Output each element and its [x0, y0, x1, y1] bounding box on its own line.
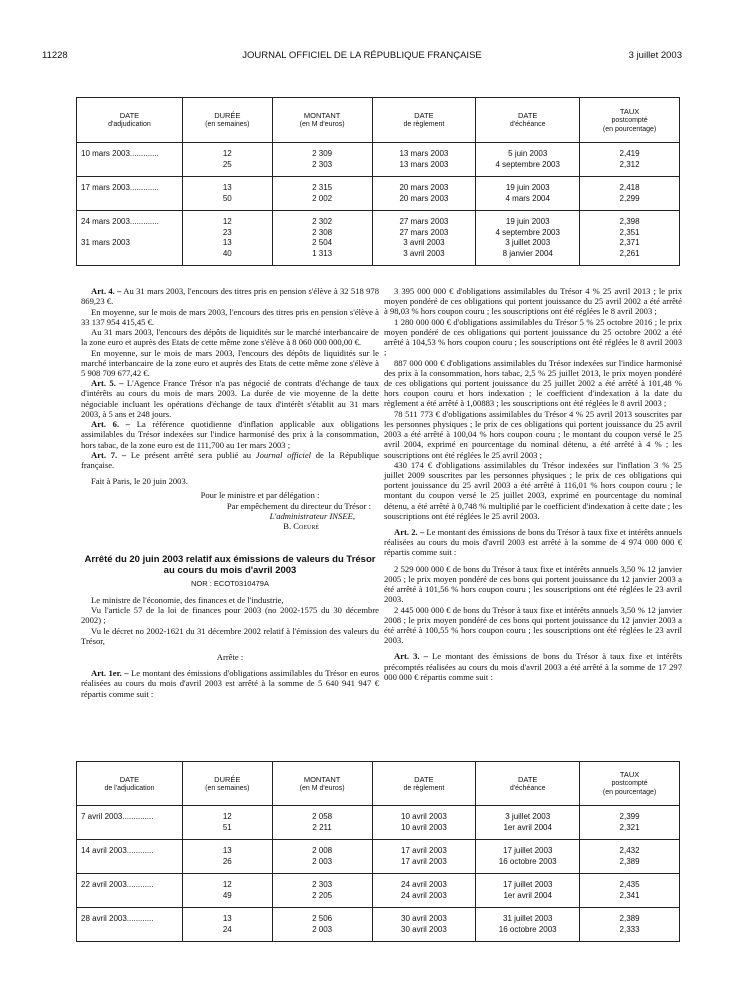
oatei-2013-paragraph: 887 000 000 € d'obligations assimilables du Trésor indexées sur l'indice harmonisé des prix à la consommation, hors tabac, 2,5 % 25 juillet 2013, le prix moyen pondéré de ces obligations qui portent jouissance du 25 juillet 2002 a été arrêté à 101,48 % hors coupon couru et hors indexation ; le coefficient d'indexation à la date du règlement a été arrêté à 1,00883 ; les souscriptions ont été réglées le 8 avril 2003 ; [384, 357, 682, 409]
cell-line: 16 octobre 2003 [498, 856, 557, 866]
table-cell-ech [476, 806, 580, 840]
cell-line: 40 [222, 248, 232, 258]
arrete-line: Arrête : [216, 651, 244, 662]
table-cell-dur [182, 908, 272, 942]
cell-line: 2,432 [619, 846, 640, 855]
signature-line-3: L'administrateur INSEE, [269, 511, 355, 522]
cell-line: 2,299 [619, 193, 640, 203]
table-row [77, 211, 680, 266]
art1: Art. 1er. – Le montant des émissions d'obligations assimilables du Trésor en euros réalisées au cours du mois d'avril 2003 est arrêté à la somme de 5 640 941 947 € répartis comme suit : [81, 668, 379, 699]
signature-place-date: Fait à Paris, le 20 juin 2003. [91, 476, 188, 487]
art3: Art. 3. – Le montant des émissions de bons du Trésor à taux fixe et intérêts précomptés réalisées au cours du mois d'avril 2003 a été arrêté à la somme de 17 297 000 000 € répartis comme suit : [384, 651, 683, 682]
table-header-row [77, 762, 680, 806]
table-cell-mont [272, 908, 372, 942]
table-cell-taux [580, 908, 680, 942]
table-cell-regl [372, 806, 476, 840]
cell-line: 17 avril 2003 [401, 856, 447, 866]
cell-line: 4 mars 2004 [505, 193, 550, 203]
page-number: 11228 [42, 50, 68, 61]
table-cell-taux [580, 143, 680, 177]
cell-line: 2,333 [619, 924, 640, 934]
col-header-taux: TAUX postcompté (en pourcentage) [580, 762, 680, 806]
table-cell-regl [372, 177, 476, 211]
art6: Art. 6. – La référence quotidienne d'inflation applicable aux obligations assimilables du Trésor indexées sur l'indice harmonisé des prix à la consommation, hors tabac, de la zone euro est de 111,700 au 1er mars 2003 ; [81, 419, 379, 450]
cell-line: 2 309 [312, 149, 333, 158]
cell-line: 2,371 [619, 238, 640, 247]
table-cell-ech [476, 874, 580, 908]
cell-line: 17 avril 2003 [401, 846, 447, 855]
table-row [77, 177, 680, 211]
table-cell-adj [77, 211, 183, 266]
cell-line [81, 228, 178, 239]
decree-title: Arrêté du 20 juin 2003 relatif aux émissions de valeurs du Trésor au cours du mois d'avril 2003 [84, 553, 376, 576]
cell-line: 26 [222, 856, 232, 866]
art4-p2: En moyenne, sur le mois de mars 2003, l'encours des titres pris en pension s'élève à 33 137 954 415,45 €. [81, 306, 379, 327]
table-cell-ech [476, 211, 580, 266]
minister-line: Le ministre de l'économie, des finances et de l'industrie, [91, 594, 284, 605]
table-cell-ech [476, 908, 580, 942]
table-cell-ech [476, 143, 580, 177]
cell-line: 2 506 [312, 914, 333, 923]
signature-line-1: Pour le ministre et par délégation : [200, 490, 320, 501]
table-cell-taux [580, 874, 680, 908]
table-cell-ech [476, 177, 580, 211]
cell-line: 17 juillet 2003 [503, 880, 553, 889]
cell-line: 19 juin 2003 [505, 183, 550, 192]
table-cell-regl [372, 908, 476, 942]
table-cell-mont [272, 177, 372, 211]
table-header-row [77, 98, 680, 143]
april-bills-table [76, 761, 680, 942]
cell-line: 49 [222, 890, 232, 900]
table-cell-adj [77, 806, 183, 840]
page-header [42, 50, 682, 64]
cell-line: 50 [222, 193, 232, 203]
table-row [77, 806, 680, 840]
right-column [384, 286, 682, 682]
table-cell-mont [272, 874, 372, 908]
table-cell-dur [182, 840, 272, 874]
cell-line: 31 mars 2003 [81, 238, 130, 247]
cell-line: 1 313 [312, 248, 333, 258]
cell-line: 2,341 [619, 890, 640, 900]
col-header-reglement: DATE de règlement [372, 762, 476, 806]
cell-line: 20 mars 2003 [399, 183, 449, 192]
table-cell-regl [372, 874, 476, 908]
cell-line: 16 octobre 2003 [498, 924, 557, 934]
cell-line: 7 avril 2003.............. [81, 812, 154, 821]
table-cell-taux [580, 211, 680, 266]
col-header-adjudication: DATE de l'adjudication [77, 762, 183, 806]
cell-line: 23 [222, 227, 232, 237]
cell-line: 19 juin 2003 [505, 217, 550, 226]
cell-line [81, 249, 178, 260]
cell-line: 2,261 [619, 248, 640, 258]
table-cell-dur [182, 177, 272, 211]
table-cell-mont [272, 211, 372, 266]
cell-line: 10 mars 2003............. [81, 149, 159, 158]
cell-line: 24 avril 2003 [401, 890, 447, 900]
cell-line: 13 [222, 914, 232, 923]
cell-line: 2,389 [619, 856, 640, 866]
col-header-taux: TAUX postcompté (en pourcentage) [580, 98, 680, 143]
cell-line: 25 [222, 159, 232, 169]
oati-paragraph: 430 174 € d'obligations assimilables du Trésor indexées sur l'inflation 3 % 25 juillet 2009 souscrites par les personnes physiques ; le prix de ces obligations qui portent jouissance du 25 avril 2003 a été arrêté à 116,01 % hors coupon couru ; le montant du coupon versé le 25 juillet 2003, exprimé en pourcentage du nominal détenu, a été arrêté à 0,748 % multiplié par le coefficient d'indexation à cette date ; les souscriptions ont été réglées le 25 avril 2003. [384, 459, 682, 521]
cell-line: 20 mars 2003 [399, 193, 449, 203]
art7: Art. 7. – Le présent arrêté sera publié au Journal officiel de la République française. [81, 449, 380, 471]
cell-line: 2 008 [312, 846, 333, 855]
cell-line: 12 [222, 217, 232, 226]
cell-line: 2 003 [312, 856, 333, 866]
table-cell-adj [77, 143, 183, 177]
table-cell-adj [77, 908, 183, 942]
cell-line: 2 303 [312, 159, 333, 169]
cell-line: 2,418 [619, 183, 640, 192]
table-cell-ech [476, 840, 580, 874]
table-cell-mont [272, 806, 372, 840]
cell-line: 22 avril 2003............ [81, 880, 154, 889]
cell-line: 2 058 [312, 812, 333, 821]
cell-line: 17 mars 2003............. [81, 183, 159, 192]
march-bills-table [76, 97, 680, 266]
cell-line: 2,419 [619, 149, 640, 158]
cell-line: 4 septembre 2003 [495, 159, 560, 169]
cell-line: 2 303 [312, 880, 333, 889]
table-cell-adj [77, 177, 183, 211]
oat-2013-paragraph: 3 395 000 000 € d'obligations assimilables du Trésor 4 % 25 avril 2013 ; le prix moyen pondéré de ces obligations qui portent jouissance du 25 avril 2002 a été arrêté à 98,03 % hors coupon couru ; les souscriptions ont été réglées le 8 avril 2003 ; [384, 286, 682, 317]
cell-line: 2 003 [312, 924, 333, 934]
cell-line: 2,321 [619, 822, 640, 832]
col-header-echeance: DATE d'échéance [476, 762, 580, 806]
signature-line-2: Par empêchement du directeur du Trésor : [226, 500, 371, 511]
cell-line: 5 juin 2003 [508, 149, 548, 158]
cell-line: 31 juillet 2003 [503, 914, 553, 923]
cell-line: 2 302 [312, 217, 333, 226]
cell-line: 2,398 [619, 217, 640, 226]
table-cell-regl [372, 211, 476, 266]
journal-title: JOURNAL OFFICIEL DE LA RÉPUBLIQUE FRANÇAISE [242, 50, 482, 61]
table-cell-regl [372, 143, 476, 177]
art4-p4: En moyenne, sur le mois de mars 2003, l'encours des dépôts de liquidités sur le marché interbancaire de la zone euro et auprès des Etats de cette même zone s'élève à 5 908 709 677,42 €. [81, 347, 379, 378]
left-column [81, 286, 379, 699]
table-cell-dur [182, 143, 272, 177]
publication-date: 3 juillet 2003 [628, 50, 682, 61]
table-cell-regl [372, 840, 476, 874]
art5: Art. 5. – L'Agence France Trésor n'a pas négocié de contrats d'échange de taux d'intérêts au cours du mois de mars 2003. La durée de vie moyenne de la dette négociable incluant les opérations d'échange de taux d'intérêt s'établit au 31 mars 2003, à 5 ans et 248 jours. [81, 378, 379, 419]
cell-line: 4 septembre 2003 [495, 227, 560, 237]
col-header-adjudication: DATE d'adjudication [77, 98, 183, 143]
table-cell-taux [580, 840, 680, 874]
cell-line: 2 205 [312, 890, 333, 900]
cell-line: 14 avril 2003............ [81, 846, 154, 855]
col-header-duree: DURÉE (en semaines) [182, 98, 272, 143]
table-cell-taux [580, 177, 680, 211]
btan-2008-paragraph: 2 445 000 000 € de bons du Trésor à taux fixe et intérêts annuels 3,50 % 12 janvier 2008 ; le prix moyen pondéré de ces bons qui portent jouissance du 12 janvier 2003 a été arrêté à 100,55 % hors coupon couru ; les souscriptions ont été réglées le 23 avril 2003. [384, 604, 682, 646]
nor-reference: NOR : ECOT0310479A [191, 578, 269, 588]
table-row [77, 874, 680, 908]
cell-line: 2,351 [619, 227, 640, 237]
cell-line: 2,312 [619, 159, 640, 169]
table-cell-dur [182, 806, 272, 840]
cell-line: 1er avril 2004 [503, 822, 552, 832]
cell-line: 13 mars 2003 [399, 159, 449, 169]
cell-line: 51 [222, 822, 232, 832]
vu-2: Vu le décret no 2002-1621 du 31 décembre 2002 relatif à l'émission des valeurs du Trésor, [81, 625, 379, 646]
col-header-reglement: DATE de règlement [372, 98, 476, 143]
signature-name: B. Coeuré [283, 521, 319, 532]
table-row [77, 143, 680, 177]
cell-line: 3 juillet 2003 [505, 238, 551, 247]
cell-line: 30 avril 2003 [401, 914, 447, 923]
cell-line: 12 [222, 880, 232, 889]
cell-line: 24 mars 2003............. [81, 217, 159, 226]
table-cell-dur [182, 211, 272, 266]
art4-p1: Art. 4. – Au 31 mars 2003, l'encours des titres pris en pension s'élève à 32 518 978 869,23 €. [81, 286, 379, 307]
art4-p3: Au 31 mars 2003, l'encours des dépôts de liquidités sur le marché interbancaire de la zone euro et auprès des Etats de cette même zone s'élève à 8 060 000 000,00 €. [81, 327, 379, 348]
col-header-echeance: DATE d'échéance [476, 98, 580, 143]
cell-line: 13 [222, 846, 232, 855]
cell-line: 12 [222, 149, 232, 158]
col-header-duree: DURÉE (en semaines) [182, 762, 272, 806]
cell-line: 1er avril 2004 [503, 890, 552, 900]
table-cell-adj [77, 874, 183, 908]
vu-1: Vu l'article 57 de la loi de finances pour 2003 (no 2002-1575 du 30 décembre 2002) ; [81, 605, 379, 626]
table-cell-mont [272, 840, 372, 874]
cell-line: 2 504 [312, 238, 333, 247]
cell-line: 28 avril 2003............ [81, 914, 154, 923]
cell-line: 24 avril 2003 [401, 880, 447, 889]
oat-2016-paragraph: 1 280 000 000 € d'obligations assimilables du Trésor 5 % 25 octobre 2016 ; le prix moyen pondéré de ces obligations qui portent jouissance du 25 octobre 2002 a été arrêté à 104,53 % hors coupon couru ; les souscriptions ont été réglées le 8 avril 2003 ; [384, 316, 682, 358]
cell-line: 17 juillet 2003 [503, 846, 553, 855]
col-header-montant: MONTANT (en M d'euros) [272, 98, 372, 143]
cell-line: 2 315 [312, 183, 333, 192]
cell-line: 12 [222, 812, 232, 821]
cell-line: 24 [222, 924, 232, 934]
cell-line: 13 [222, 238, 232, 247]
cell-line: 2,435 [619, 880, 640, 889]
cell-line: 3 avril 2003 [403, 238, 445, 247]
cell-line: 3 avril 2003 [403, 248, 445, 258]
cell-line: 30 avril 2003 [401, 924, 447, 934]
cell-line: 8 janvier 2004 [502, 248, 553, 258]
table-row [77, 840, 680, 874]
cell-line: 2 211 [312, 822, 332, 832]
cell-line: 2 308 [312, 227, 333, 237]
cell-line: 2,399 [619, 812, 640, 821]
btan-2005-paragraph: 2 529 000 000 € de bons du Trésor à taux fixe et intérêts annuels 3,50 % 12 janvier 2005 ; le prix moyen pondéré de ces bons qui portent jouissance du 12 janvier 2003 a été arrêté à 101,56 % hors coupon couru ; les souscriptions ont été réglées le 23 avril 2003. [384, 563, 682, 605]
cell-line: 10 avril 2003 [401, 822, 447, 832]
cell-line: 3 juillet 2003 [505, 812, 551, 821]
table-cell-taux [580, 806, 680, 840]
table-row [77, 908, 680, 942]
oat-particuliers-paragraph: 78 511 773 € d'obligations assimilables du Trésor 4 % 25 avril 2013 souscrites par les personnes physiques ; le prix de ces obligations qui portent jouissance du 25 avril 2003 a été arrêté à 100,04 % hors coupon couru ; le montant du coupon versé le 25 avril 2004, exprimé en pourcentage du nominal détenu, a été arrêté à 4 % ; les souscriptions ont été réglées le 25 avril 2003 ; [384, 408, 682, 460]
cell-line: 13 [222, 183, 232, 192]
cell-line: 13 mars 2003 [399, 149, 449, 158]
art2: Art. 2. – Le montant des émissions de bons du Trésor à taux fixe et intérêts annuels réalisées au cours du mois d'avril 2003 est arrêté à la somme de 4 974 000 000 € répartis comme suit : [384, 527, 682, 558]
table-cell-mont [272, 143, 372, 177]
col-header-montant: MONTANT (en M d'euros) [272, 762, 372, 806]
cell-line: 27 mars 2003 [399, 217, 449, 226]
table-cell-adj [77, 840, 183, 874]
cell-line: 10 avril 2003 [401, 812, 447, 821]
cell-line: 27 mars 2003 [399, 227, 449, 237]
table-cell-dur [182, 874, 272, 908]
cell-line: 2 002 [312, 193, 333, 203]
cell-line: 2,389 [619, 914, 640, 923]
